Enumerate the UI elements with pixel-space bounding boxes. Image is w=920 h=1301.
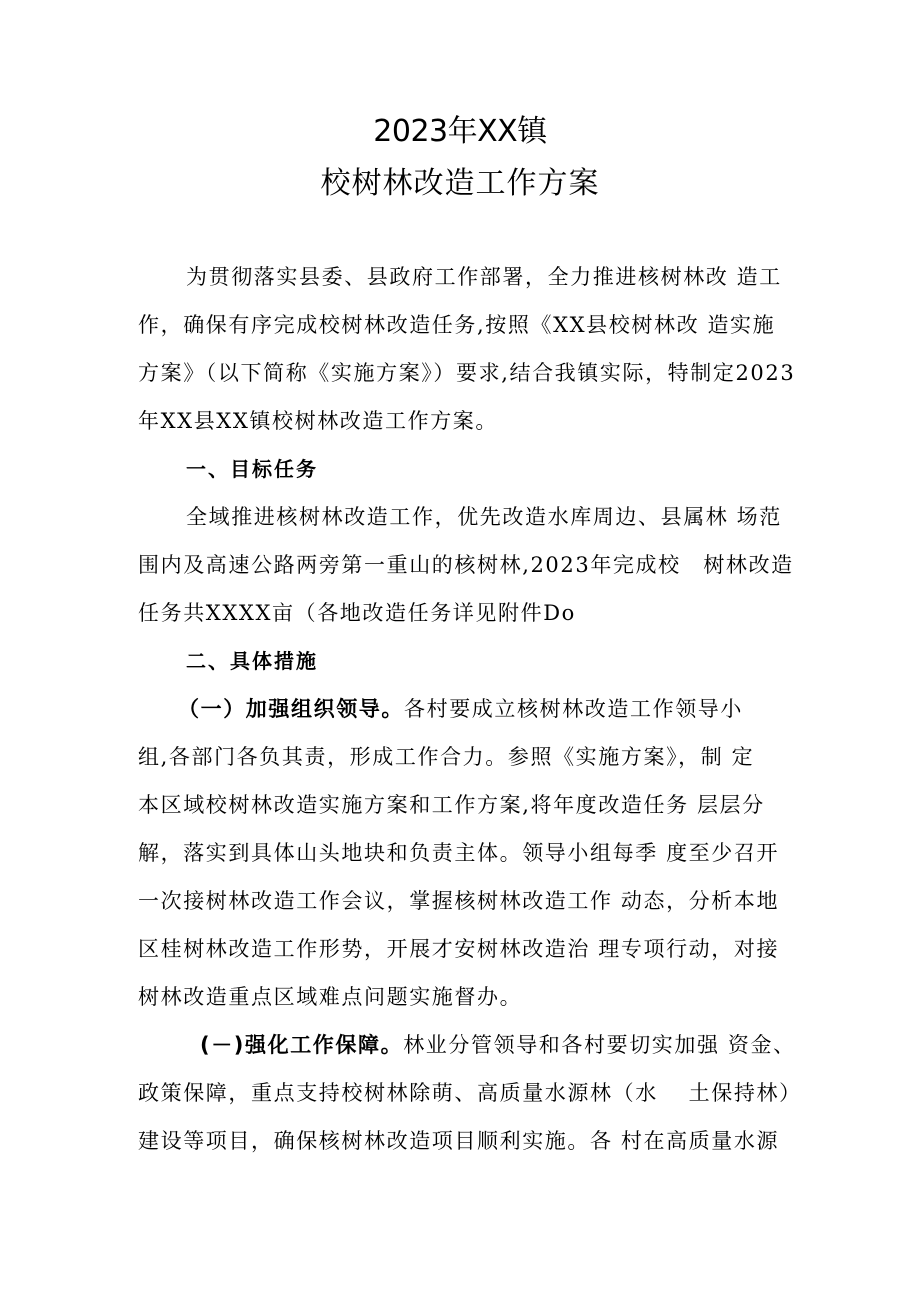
section1-line: 全域推进核树林改造工作，优先改造水库周边、县属林 场范 (186, 505, 782, 529)
document-title-line2: 校树林改造工作方案 (320, 166, 600, 201)
subsection1-line: 一次接树林改造工作会议，掌握核树林改造工作 动态，分析本地 (138, 889, 780, 913)
section1-line: 任务共XXXX亩（各地改造任务详见附件Do (138, 601, 576, 625)
subsection1-line: 解，落实到具体山头地块和负责主体。领导小组每季 度至少召开 (138, 841, 780, 865)
subsection1-first-line (178, 694, 788, 724)
subsection1-line: 本区域校树林改造实施方案和工作方案,将年度改造任务 层层分 (138, 793, 765, 817)
section-heading-goals: 一、目标任务 (186, 457, 318, 481)
subsection1-label: （一）加强组织领导。 (178, 697, 404, 721)
subsection2-first-text: 林业分管领导和各村要切实加强 资金、 (403, 1033, 796, 1057)
subsection2-line: 建设等项目，确保核树林改造项目顺利实施。各 村在高质量水源 (138, 1129, 780, 1153)
subsection2-first-line (200, 1030, 796, 1060)
subsection2-label: (－)强化工作保障。 (200, 1033, 404, 1057)
intro-line: 年XX县XX镇校树林改造工作方案。 (138, 409, 498, 433)
intro-line: 方案》（以下简称《实施方案》）要求,结合我镇实际，特制定2023 (138, 361, 796, 385)
section1-line: 围内及高速公路两旁第一重山的核树林,2023年完成校 树林改造 (138, 553, 794, 577)
intro-line: 为贯彻落实县委、县政府工作部署，全力推进核树林改 造工 (186, 265, 782, 289)
subsection1-line: 组,各部门各负其责，形成工作合力。参照《实施方案》，制 定 (138, 745, 755, 769)
subsection1-line: 区桂树林改造工作形势，开展才安树林改造治 理专项行动，对接 (138, 937, 780, 961)
subsection1-line: 树林改造重点区域难点问题实施督办。 (138, 985, 523, 1009)
subsection2-line: 政策保障，重点支持校树林除萌、高质量水源林（水 土保持林） (138, 1081, 802, 1105)
document-title-line1: 2023年XX镇 (373, 114, 547, 149)
intro-line: 作，确保有序完成校树林改造任务,按照《XX县校树林改 造实施 (138, 313, 776, 337)
section-heading-measures: 二、具体措施 (186, 649, 318, 673)
subsection1-first-text: 各村要成立核树林改造工作领导小 (404, 697, 743, 721)
